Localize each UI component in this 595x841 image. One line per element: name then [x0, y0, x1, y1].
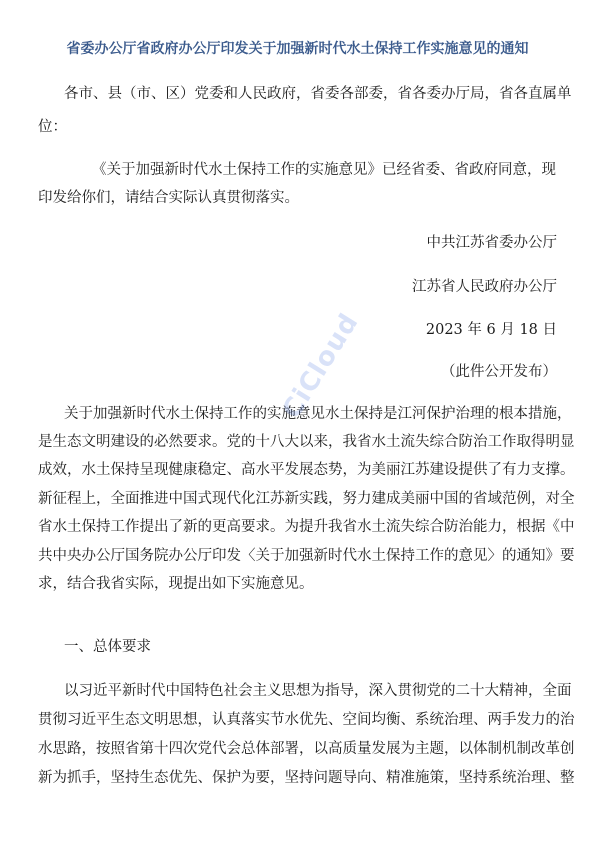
- body-line: 以习近平新时代中国特色社会主义思想为指导，深入贯彻党的二十大精神，全面: [64, 683, 572, 699]
- document-title: 省委办公厅省政府办公厅印发关于加强新时代水土保持工作实施意见的通知: [66, 41, 529, 57]
- notice-line: 印发给你们，请结合实际认真贯彻落实。: [38, 190, 299, 206]
- addressee-line: 位：: [38, 119, 67, 135]
- body-line: 共中央办公厅国务院办公厅印发〈关于加强新时代水土保持工作的意见〉的通知》要: [38, 548, 575, 564]
- body-line: 求，结合我省实际，现提出如下实施意见。: [38, 576, 314, 592]
- section-heading: 一、总体要求: [64, 639, 151, 655]
- body-line: 贯彻习近平生态文明思想，认真落实节水优先、空间均衡、系统治理、两手发力的治: [38, 712, 575, 728]
- notice-line: 《关于加强新时代水土保持工作的实施意见》已经省委、省政府同意，现: [92, 162, 556, 178]
- body-line: 是生态文明建设的必然要求。党的十八大以来，我省水土流失综合防治工作取得明显: [38, 434, 575, 450]
- body-line: 水思路，按照省第十四次党代会总体部署，以高质量发展为主题，以体制机制改革创: [38, 741, 575, 757]
- body-line: 新征程上，全面推进中国式现代化江苏新实践，努力建成美丽中国的省域范例，对全: [38, 491, 575, 507]
- issuer-name: 江苏省人民政府办公厅: [412, 279, 557, 295]
- body-line: 成效，水土保持呈现健康稳定、高水平发展态势，为美丽江苏建设提供了有力支撑。: [38, 462, 575, 478]
- issue-date: 2023 年 6 月 18 日: [425, 322, 557, 338]
- issuer-name: 中共江苏省委办公厅: [426, 235, 557, 251]
- watermark: CiCloud: [276, 307, 365, 424]
- body-line: 关于加强新时代水土保持工作的实施意见水土保持是江河保护治理的根本措施，: [64, 406, 572, 422]
- addressee-line: 各市、县（市、区）党委和人民政府，省委各部委，省各委办厅局，省各直属单: [64, 86, 572, 102]
- body-line: 新为抓手，坚持生态优先、保护为要，坚持问题导向、精准施策，坚持系统治理、整: [38, 770, 575, 786]
- body-line: 省水土保持工作提出了新的更高要求。为提升我省水土流失综合防治能力，根据《中: [38, 519, 575, 535]
- publish-note: （此件公开发布）: [441, 364, 557, 380]
